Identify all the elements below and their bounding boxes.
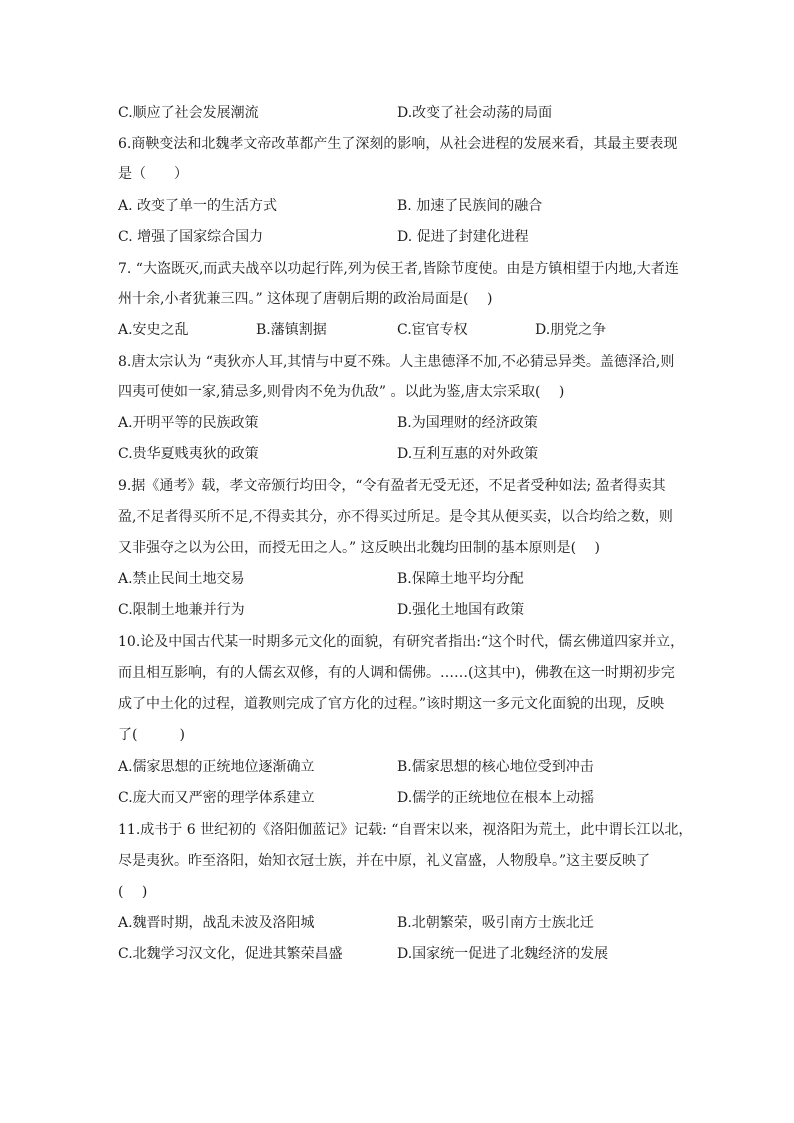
question-7-stem-line2: 州十余,小者犹兼三四。” 这体现了唐朝后期的政治局面是( )	[118, 291, 493, 307]
question-10-stem-line1: 10.论及中国古代某一时期多元文化的面貌，有研究者指出:“这个时代，儒玄佛道四家并立，	[118, 634, 685, 650]
question-10-option-c: C.庞大而又严密的理学体系建立	[118, 790, 315, 806]
question-6-stem-line1: 6.商鞅变法和北魏孝文帝改革都产生了深刻的影响，从社会进程的发展来看，其最主要表现	[118, 136, 678, 152]
question-10-option-a: A.儒家思想的正统地位逐渐确立	[118, 759, 315, 775]
question-8-option-d: D.互利互惠的对外政策	[397, 446, 539, 462]
question-11-option-a: A.魏晋时期，战乱未波及洛阳城	[118, 915, 315, 931]
question-11-stem-line2: 尽是夷狄。昨至洛阳，始知衣冠士族，并在中原，礼义富盛，人物殷阜。”这主要反映了	[118, 853, 651, 869]
question-10-stem-line3: 成了中土化的过程，道教则完成了官方化的过程。”该时期这一多元文化面貌的出现，反映	[118, 696, 665, 712]
question-9-stem-line2: 盈,不足者得买所不足,不得卖其分，亦不得买过所足。是令其从便买卖，以合均给之数，则	[118, 509, 673, 525]
question-9-option-d: D.强化土地国有政策	[397, 602, 525, 618]
question-11-option-b: B.北朝繁荣，吸引南方士族北迁	[397, 915, 594, 931]
question-8-stem-line2: 四夷可使如一家,猜忌多,则骨肉不免为仇敌” 。以此为鉴,唐太宗采取( )	[118, 384, 565, 400]
question-11-option-c: C.北魏学习汉文化，促进其繁荣昌盛	[118, 946, 343, 962]
question-7-stem-line1: 7. “大盗既灭,而武夫战卒以功起行阵,列为侯王者,皆除节度使。由是方镇相望于内地,大者连	[118, 261, 679, 277]
question-10-stem-line4: 了( )	[118, 727, 185, 743]
question-8-stem-line1: 8.唐太宗认为 “夷狄亦人耳,其情与中夏不殊。人主患德泽不加,不必猜忌异类。盖德泽洽,则	[118, 354, 675, 370]
question-9-option-c: C.限制土地兼并行为	[118, 602, 245, 618]
option-d-q5: D.改变了社会动荡的局面	[397, 105, 553, 121]
question-9-stem-line3: 又非强夺之以为公田，而授无田之人。” 这反映出北魏均田制的基本原则是( )	[118, 540, 600, 556]
question-11-option-d: D.国家统一促进了北魏经济的发展	[397, 946, 609, 962]
option-c-q5: C.顺应了社会发展潮流	[118, 105, 259, 121]
question-8-option-c: C.贵华夏贱夷狄的政策	[118, 446, 259, 462]
question-6-option-a: A. 改变了单一的生活方式	[118, 198, 278, 214]
question-8-option-b: B.为国理财的经济政策	[397, 415, 538, 431]
question-10-option-b: B.儒家思想的核心地位受到冲击	[397, 759, 594, 775]
question-6-option-d: D. 促进了封建化进程	[397, 229, 529, 245]
question-9-option-b: B.保障土地平均分配	[397, 571, 524, 587]
question-11-stem-line3: ( )	[118, 884, 148, 900]
question-10-option-d: D.儒学的正统地位在根本上动摇	[397, 790, 595, 806]
question-8-option-a: A.开明平等的民族政策	[118, 415, 259, 431]
question-9-option-a: A.禁止民间土地交易	[118, 571, 245, 587]
question-7-option-b: B.藩镇割据	[256, 322, 327, 338]
question-7-option-c: C.宦官专权	[397, 322, 468, 338]
question-9-stem-line1: 9.据《通考》载，孝文帝颁行均田令，“令有盈者无受无还，不足者受种如法; 盈者得卖其	[118, 478, 666, 494]
question-6-option-c: C. 增强了国家综合国力	[118, 229, 264, 245]
question-10-stem-line2: 而且相互影响，有的人儒玄双修，有的人调和儒佛。……(这其中)，佛教在这一时期初步完	[118, 665, 675, 681]
question-6-option-b: B. 加速了民族间的融合	[397, 198, 543, 214]
question-11-stem-line1: 11.成书于 6 世纪初的《洛阳伽蓝记》记载: “自晋宋以来，视洛阳为荒土，此中谓长江以北，	[118, 822, 693, 838]
question-6-stem-line2: 是（ ）	[118, 166, 188, 182]
question-7-option-d: D.朋党之争	[535, 322, 607, 338]
question-7-option-a: A.安史之乱	[118, 322, 189, 338]
